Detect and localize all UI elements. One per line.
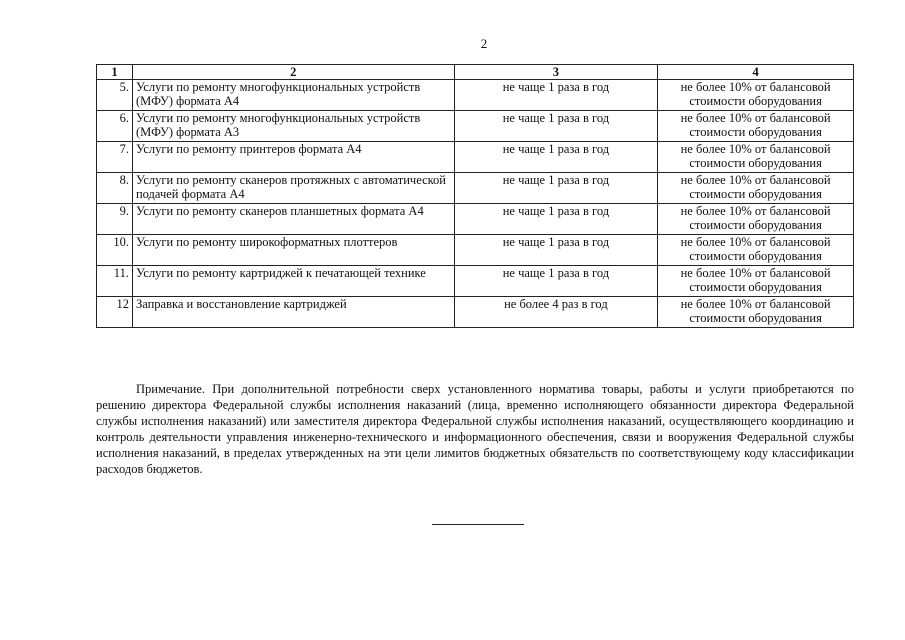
table-row	[97, 266, 854, 297]
table-row	[97, 173, 854, 204]
table-row	[97, 111, 854, 142]
row-number: 12	[97, 297, 133, 328]
service-cost-limit: не более 10% от балансовой стоимости оборудования	[658, 80, 854, 111]
service-frequency: не чаще 1 раза в год	[454, 80, 658, 111]
service-name: Услуги по ремонту картриджей к печатающей технике	[132, 266, 454, 297]
service-cost-limit: не более 10% от балансовой стоимости оборудования	[658, 204, 854, 235]
service-cost-limit: не более 10% от балансовой стоимости оборудования	[658, 173, 854, 204]
service-cost-limit: не более 10% от балансовой стоимости оборудования	[658, 297, 854, 328]
column-header-service: 2	[132, 65, 454, 80]
service-frequency: не чаще 1 раза в год	[454, 142, 658, 173]
service-name: Заправка и восстановление картриджей	[132, 297, 454, 328]
service-name: Услуги по ремонту многофункциональных устройств (МФУ) формата А3	[132, 111, 454, 142]
service-frequency: не чаще 1 раза в год	[454, 111, 658, 142]
service-name: Услуги по ремонту широкоформатных плоттеров	[132, 235, 454, 266]
service-cost-limit: не более 10% от балансовой стоимости оборудования	[658, 142, 854, 173]
service-cost-limit: не более 10% от балансовой стоимости оборудования	[658, 266, 854, 297]
row-number: 6.	[97, 111, 133, 142]
table-header-row	[97, 65, 854, 80]
row-number: 5.	[97, 80, 133, 111]
service-frequency: не чаще 1 раза в год	[454, 173, 658, 204]
row-number: 11.	[97, 266, 133, 297]
row-number: 10.	[97, 235, 133, 266]
service-cost-limit: не более 10% от балансовой стоимости оборудования	[658, 111, 854, 142]
service-frequency: не более 4 раз в год	[454, 297, 658, 328]
note-paragraph: Примечание. При дополнительной потребности сверх установленного норматива товары, работы и услуги приобретаются по решению директора Федеральной службы исполнения наказаний (лица, временно исполняющего обязанности директора Федеральной службы исполнения наказаний) или заместителя директора Федеральной службы исполнения наказаний, осуществляющего координацию и контроль деятельности управления инженерно-технического и информационного обеспечения, связи и вооружения Федеральной службы исполнения наказаний, в пределах утвержденных на эти цели лимитов бюджетных обязательств по соответствующему коду классификации расходов бюджетов.	[96, 382, 854, 476]
service-frequency: не чаще 1 раза в год	[454, 204, 658, 235]
row-number: 9.	[97, 204, 133, 235]
column-header-number: 1	[97, 65, 133, 80]
table-row	[97, 235, 854, 266]
table-row	[97, 142, 854, 173]
service-name: Услуги по ремонту принтеров формата А4	[132, 142, 454, 173]
service-name: Услуги по ремонту сканеров планшетных формата А4	[132, 204, 454, 235]
column-header-frequency: 3	[454, 65, 658, 80]
service-frequency: не чаще 1 раза в год	[454, 266, 658, 297]
table-row	[97, 297, 854, 328]
end-divider	[432, 524, 524, 525]
page-number: 2	[480, 36, 488, 51]
service-frequency: не чаще 1 раза в год	[454, 235, 658, 266]
service-name: Услуги по ремонту сканеров протяжных с автоматической подачей формата А4	[132, 173, 454, 204]
row-number: 8.	[97, 173, 133, 204]
service-name: Услуги по ремонту многофункциональных устройств (МФУ) формата А4	[132, 80, 454, 111]
norms-table	[96, 64, 854, 328]
column-header-cost: 4	[658, 65, 854, 80]
row-number: 7.	[97, 142, 133, 173]
table-row	[97, 80, 854, 111]
table-row	[97, 204, 854, 235]
service-cost-limit: не более 10% от балансовой стоимости оборудования	[658, 235, 854, 266]
